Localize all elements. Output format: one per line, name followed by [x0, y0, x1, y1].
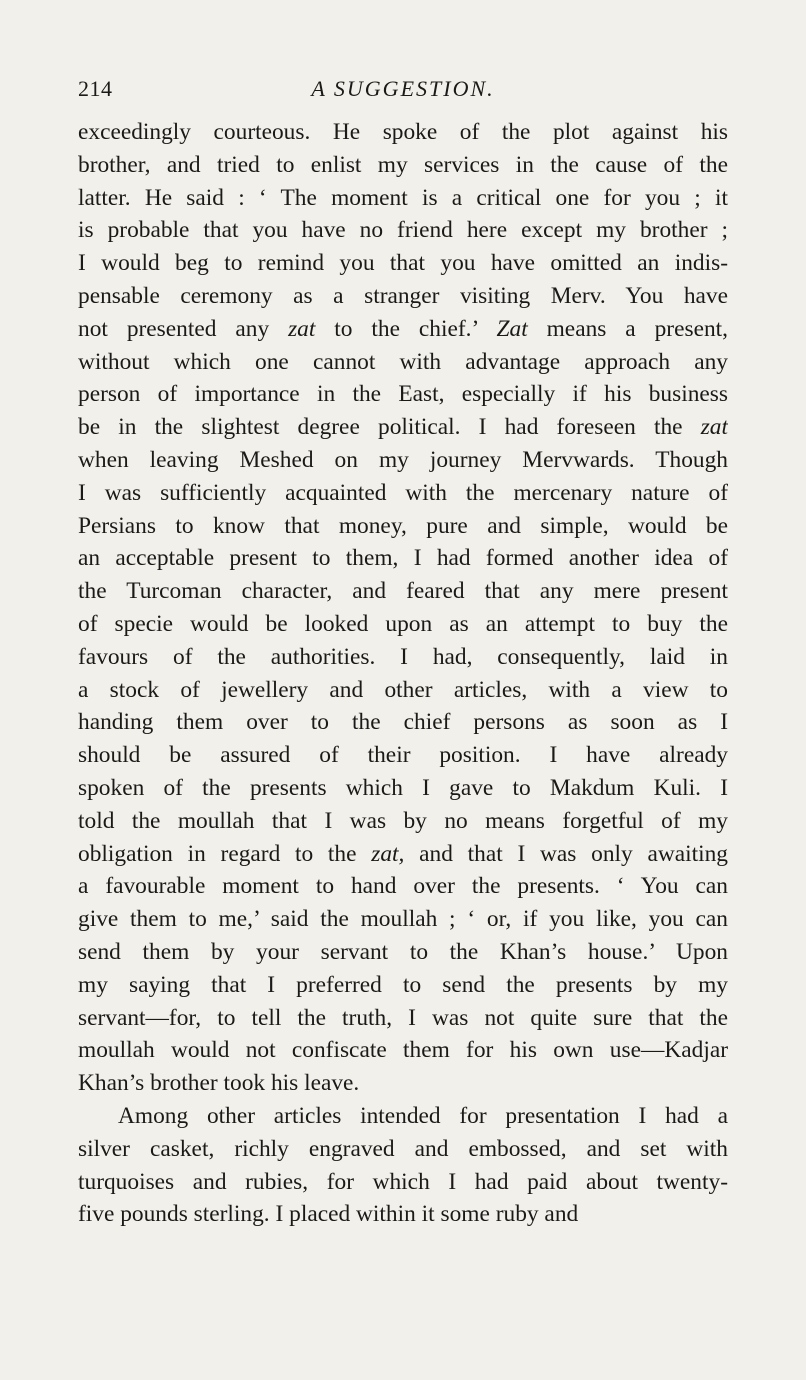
text-line: is probable that you have no friend here except my brother ; [78, 217, 728, 244]
text-line: five pounds sterling. I placed within it some ruby and [78, 1201, 579, 1228]
text-line: moullah would not confiscate them for his own use—Kadjar [78, 1037, 728, 1064]
text-line: the Turcoman character, and feared that any mere present [78, 578, 728, 605]
text-line: I would beg to remind you that you have omitted an indis- [78, 250, 728, 277]
italic-word: zat, [371, 840, 405, 867]
body-text [78, 116, 728, 1231]
text-line: latter. He said : ‘ The moment is a critical one for you ; it [78, 184, 728, 211]
text-line: favours of the authorities. I had, consequently, laid in [78, 643, 728, 670]
text-line: turquoises and rubies, for which I had paid about twenty- [78, 1168, 728, 1195]
text-line: servant—for, to tell the truth, I was not quite sure that the [78, 1004, 728, 1031]
page-number: 214 [78, 76, 113, 101]
text-line: a stock of jewellery and other articles, with a view to [78, 676, 728, 703]
text-line: Persians to know that money, pure and simple, would be [78, 512, 728, 539]
text-line: pensable ceremony as a stranger visiting Merv. You have [78, 282, 728, 309]
text-line: exceedingly courteous. He spoke of the plot against his [78, 119, 728, 145]
text-line: obligation in regard to the zat, and that I was only awaiting [78, 840, 728, 867]
text-line: should be assured of their position. I have already [78, 742, 728, 769]
text-line: give them to me,’ said the moullah ; ‘ or, if you like, you can [78, 906, 728, 933]
text-line: silver casket, richly engraved and embossed, and set with [78, 1135, 728, 1162]
running-head [78, 74, 728, 106]
italic-word: zat [288, 315, 316, 342]
text-line: not presented any zat to the chief.’ Zat means a present, [78, 315, 728, 342]
running-title: A SUGGESTION. [311, 76, 495, 101]
text-line: spoken of the presents which I gave to Makdum Kuli. I [78, 774, 728, 801]
text-line: when leaving Meshed on my journey Mervwards. Though [78, 446, 728, 473]
text-line: person of importance in the East, especially if his business [78, 381, 728, 408]
text-line: an acceptable present to them, I had formed another idea of [78, 545, 728, 572]
paragraph [78, 1100, 728, 1231]
text-line: handing them over to the chief persons as soon as I [78, 709, 728, 736]
text-line: Khan’s brother took his leave. [78, 1070, 360, 1097]
text-line: my saying that I preferred to send the presents by my [78, 971, 728, 998]
text-line: of specie would be looked upon as an attempt to buy the [78, 610, 728, 637]
text-line: be in the slightest degree political. I had foreseen the zat [78, 414, 728, 441]
text-line: a favourable moment to hand over the presents. ‘ You can [78, 873, 728, 900]
italic-word: Zat [496, 315, 528, 342]
text-line: brother, and tried to enlist my services in the cause of the [78, 151, 728, 178]
text-line: told the moullah that I was by no means forgetful of my [78, 807, 728, 834]
italic-word: zat [700, 414, 728, 441]
text-line: Among other articles intended for presentation I had a [118, 1102, 728, 1129]
paragraph [78, 116, 728, 1100]
text-line: I was sufficiently acquainted with the mercenary nature of [78, 479, 728, 506]
text-line: send them by your servant to the Khan’s house.’ Upon [78, 938, 728, 965]
text-line: without which one cannot with advantage approach any [78, 348, 728, 375]
